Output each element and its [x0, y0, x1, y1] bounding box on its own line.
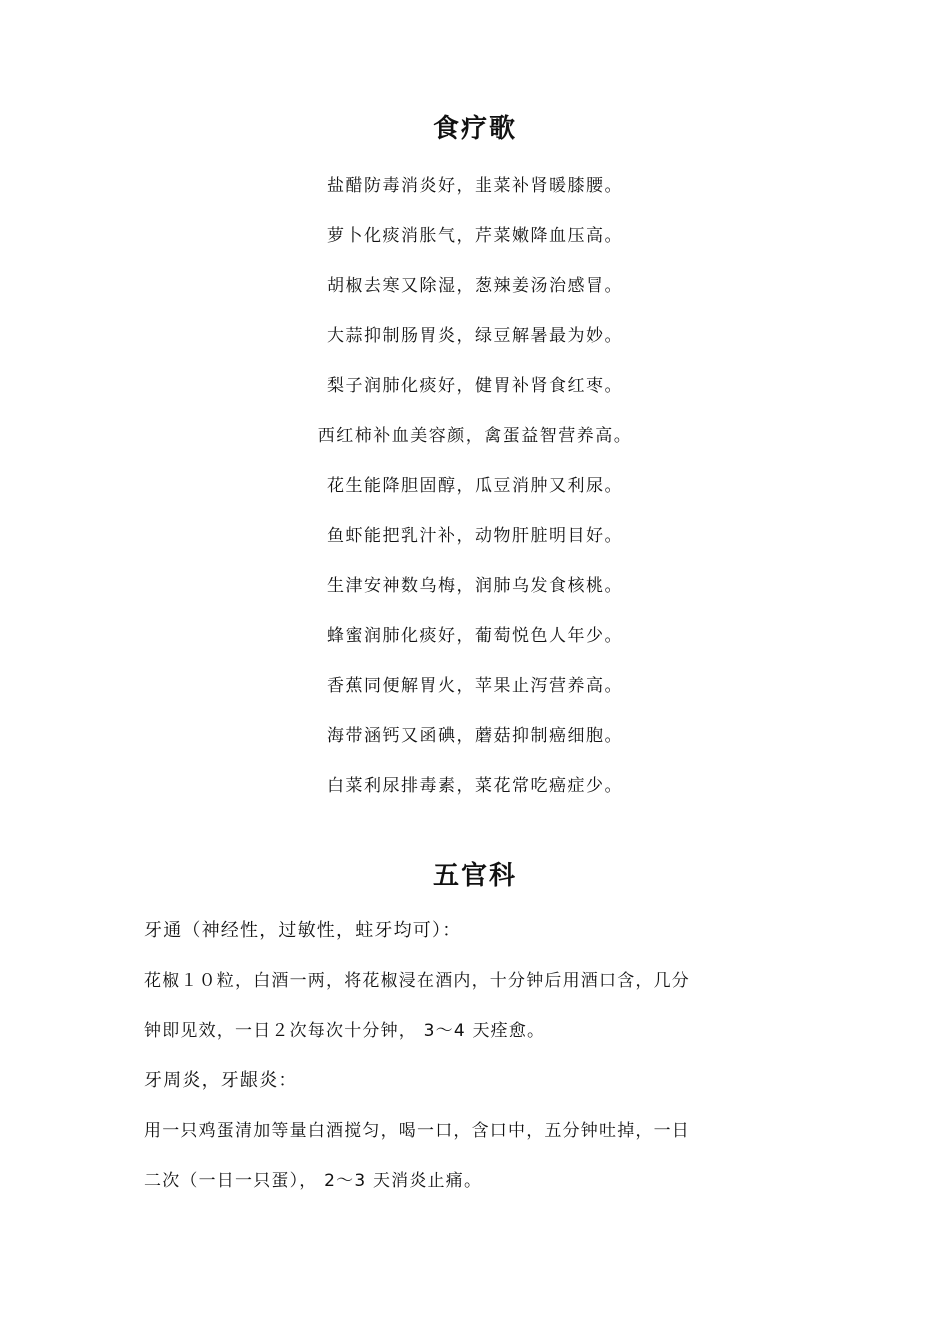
poem-line: 香蕉同便解胃火，苹果止泻营养高。 [327, 676, 623, 696]
toothache-heading: 牙通（神经性，过敏性，蛀牙均可）： [144, 920, 462, 941]
poem-line: 梨子润肺化痰好，健胃补肾食红枣。 [327, 376, 623, 396]
poem-line: 生津安神数乌梅，润肺乌发食核桃。 [327, 576, 623, 596]
gum-remedy-line: 用一只鸡蛋清加等量白酒搅匀，喝一口，含口中，五分钟吐掉，一日 [144, 1121, 690, 1141]
gum-remedy-line: 二次（一日一只蛋）， 2～3 天消炎止痛。 [144, 1171, 483, 1191]
poem-line: 萝卜化痰消胀气，芹菜嫩降血压高。 [327, 226, 623, 246]
poem-list [0, 173, 950, 823]
toothache-remedy-line: 钟即见效，一日２次每次十分钟， 3～4 天痊愈。 [144, 1021, 546, 1041]
poem-line: 盐醋防毒消炎好，韭菜补肾暖膝腰。 [327, 176, 623, 196]
poem-line: 鱼虾能把乳汁补，动物肝脏明目好。 [327, 526, 623, 546]
poem-line: 蜂蜜润肺化痰好，葡萄悦色人年少。 [327, 626, 623, 646]
gum-inflammation-heading: 牙周炎，牙龈炎： [144, 1070, 298, 1091]
poem-line: 大蒜抑制肠胃炎，绿豆解暑最为妙。 [327, 326, 623, 346]
section-title-ent: 五官科 [432, 861, 517, 891]
poem-line: 花生能降胆固醇，瓜豆消肿又利尿。 [327, 476, 623, 496]
poem-line: 白菜利尿排毒素，菜花常吃癌症少。 [327, 776, 623, 796]
poem-line: 胡椒去寒又除湿，葱辣姜汤治感冒。 [327, 276, 623, 296]
poem-line: 海带涵钙又函碘，蘑菇抑制癌细胞。 [327, 726, 623, 746]
toothache-remedy-line: 花椒１０粒，白酒一两，将花椒浸在酒内，十分钟后用酒口含，几分 [144, 971, 690, 991]
section-title-diet-song: 食疗歌 [432, 114, 517, 144]
poem-line: 西红柿补血美容颜，禽蛋益智营养高。 [317, 426, 633, 446]
